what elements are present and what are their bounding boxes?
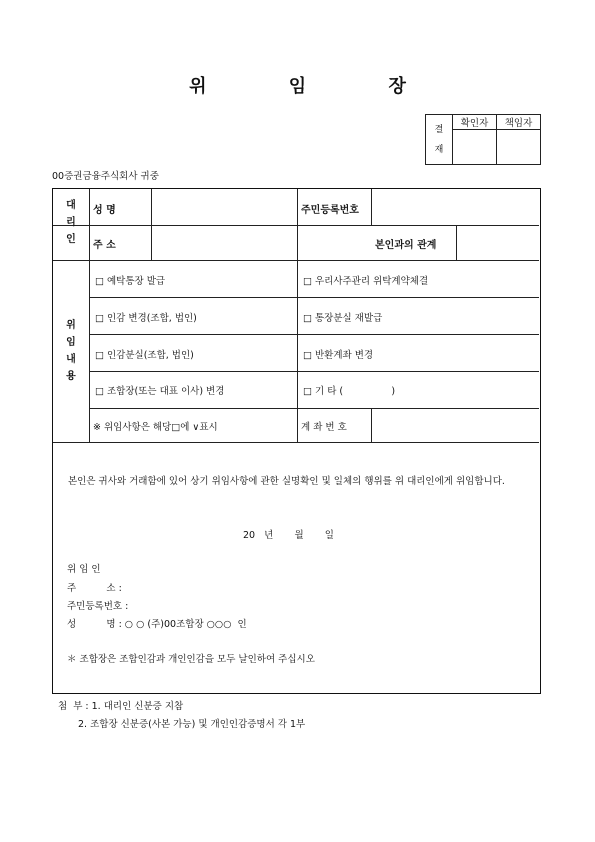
checkbox-passbook-reissue[interactable]: □ 통장분실 재발급 [303,313,383,324]
divider [151,189,152,260]
date-line[interactable]: 20 년 월 일 [243,530,334,541]
checkbox-seal-change[interactable]: □ 인감 변경(조합, 법인) [95,313,197,324]
divider [89,189,90,442]
divider [53,442,539,443]
approval-label [426,115,453,165]
divider [89,297,539,298]
divider [53,260,539,261]
account-number-label: 계 좌 번 호 [301,422,347,433]
approval-sign-manager[interactable] [497,130,541,165]
agent-header [53,197,89,248]
recipient: 00증권금융주식회사 귀중 [52,171,159,182]
agent-name-label: 성 명 [93,205,116,216]
approval-col-confirmer: 확인자 [453,115,497,130]
agent-id-label: 주민등록번호 [301,205,359,216]
seal-note: ＊ 조합장은 조합인감과 개인인감을 모두 날인하여 주십시오 [67,654,315,665]
agent-address-field[interactable] [153,227,295,259]
checkbox-passbook-issue[interactable]: □ 예탁통장 발급 [95,276,166,287]
agent-address-label: 주 소 [93,240,116,251]
delegation-note: ※ 위임사항은 해당□에 ∨표시 [93,422,218,433]
agent-relation-label: 본인과의 관계 [375,240,437,251]
delegation-header-char: 용 [66,371,76,382]
agent-id-field[interactable] [373,191,537,223]
delegation-header-char: 임 [66,337,76,348]
attachment-line-2: 2. 조합장 신분증(사본 가능) 및 개인인감증명서 각 1부 [78,719,306,730]
agent-header-char: 대 [66,200,76,211]
delegator-name[interactable]: 성 명 : ○ ○ (주)00조합장 ○○○ 인 [67,619,247,630]
delegation-header-char: 내 [66,354,76,365]
document-title: 위 임 장 [189,76,444,97]
agent-header-char: 인 [66,234,76,245]
attachment-line-1: 첨 부 : 1. 대리인 신분증 지참 [58,701,184,712]
approval-box [425,114,541,165]
delegation-header [53,317,89,385]
divider [371,408,372,442]
checkbox-representative-change[interactable]: □ 조합장(또는 대표 이사) 변경 [95,386,225,397]
divider [89,371,539,372]
delegator-id[interactable]: 주민등록번호 : [67,601,129,612]
agent-name-field[interactable] [153,191,295,223]
delegation-header-char: 위 [66,320,76,331]
divider [297,189,298,442]
approval-label-2: 재 [434,144,444,155]
approval-sign-confirmer[interactable] [453,130,497,165]
divider [89,334,539,335]
divider [371,189,372,225]
checkbox-other[interactable]: □ 기 타 ( ) [303,386,396,397]
agent-header-char: 리 [66,217,76,228]
checkbox-refund-account-change[interactable]: □ 반환계좌 변경 [303,350,374,361]
approval-col-manager: 책임자 [497,115,541,130]
account-number-field[interactable] [373,410,537,440]
delegation-statement: 본인은 귀사와 거래함에 있어 상기 위임사항에 관한 실명확인 및 일체의 행위를 위 대리인에게 위임합니다. [68,476,505,487]
delegator-heading: 위 임 인 [67,564,101,575]
checkbox-trust-contract[interactable]: □ 우리사주관리 위탁계약체결 [303,276,429,287]
approval-label-1: 결 [434,124,444,135]
divider [53,225,539,226]
checkbox-seal-lost[interactable]: □ 인감분실(조합, 법인) [95,350,194,361]
agent-relation-field[interactable] [458,227,538,259]
divider [89,408,539,409]
delegator-address[interactable]: 주 소 : [67,583,122,594]
divider [456,225,457,260]
